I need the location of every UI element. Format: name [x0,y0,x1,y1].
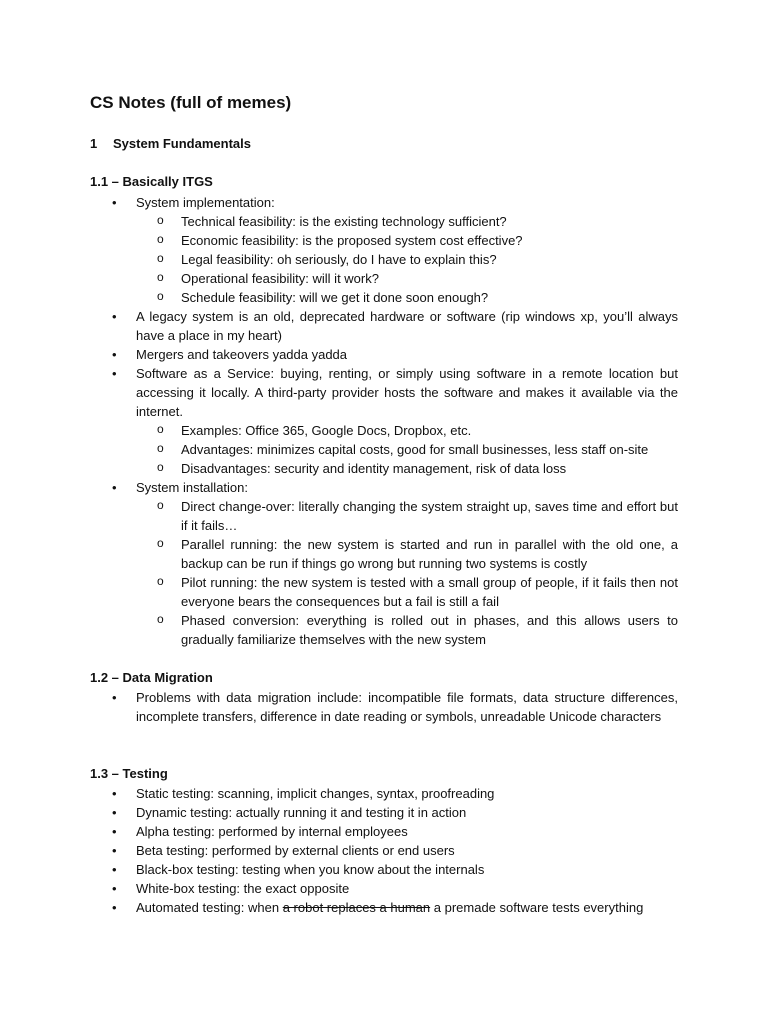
subsection-1-1-list [90,193,678,649]
hollow-bullet-icon: o [157,251,164,265]
hollow-bullet-icon: o [157,460,164,474]
list-item: • A legacy system is an old, deprecated hardware or software (rip windows xp, you’ll always have a place in my heart) [112,309,678,343]
bullet-icon: • [112,480,117,495]
bullet-icon: • [112,843,117,858]
list-item: • Software as a Service: buying, renting, or simply using software in a remote location but accessing it locally. A third-party provider hosts the software and makes it available via the internet. [112,366,678,419]
hollow-bullet-icon: o [157,213,164,227]
list-item: o Legal feasibility: oh seriously, do I have to explain this? [157,251,497,267]
bullet-icon: • [112,900,117,915]
list-item: o Operational feasibility: will it work? [157,270,379,286]
list-item: • Automated testing: when a robot replaces a human a premade software tests everything [112,900,644,915]
subsection-1-2-list [90,688,678,726]
hollow-bullet-icon: o [157,536,164,550]
list-item: • Black-box testing: testing when you know about the internals [112,862,485,877]
list-item: o Schedule feasibility: will we get it done soon enough? [157,289,489,305]
list-item: • Problems with data migration include: incompatible file formats, data structure differences, incomplete transfers, difference in date reading or symbols, unreadable Unicode characters [112,690,678,724]
bullet-icon: • [112,805,117,820]
list-item: o Economic feasibility: is the proposed system cost effective? [157,232,523,248]
bullet-icon: • [112,881,117,896]
bullet-icon: • [112,862,117,877]
list-item: o Parallel running: the new system is started and run in parallel with the old one, a backup can be run if things go wrong but running two systems is costly [157,536,678,571]
hollow-bullet-icon: o [157,498,164,512]
section-heading-1 [90,136,251,151]
list-item: • Static testing: scanning, implicit changes, syntax, proofreading [112,786,495,801]
document-title: CS Notes (full of memes) [90,93,292,112]
list-item: • Beta testing: performed by external clients or end users [112,843,455,858]
list-item: • White-box testing: the exact opposite [112,881,350,896]
section-label: System Fundamentals [113,136,251,151]
list-item: o Advantages: minimizes capital costs, good for small businesses, less staff on-site [157,441,649,457]
list-item: o Direct change-over: literally changing the system straight up, saves time and effort but if it fails… [157,498,678,533]
hollow-bullet-icon: o [157,574,164,588]
struck-text: a robot replaces a human [282,900,431,915]
hollow-bullet-icon: o [157,232,164,246]
bullet-icon: • [112,690,117,705]
list-item: • System implementation: [112,195,275,210]
list-item: • Alpha testing: performed by internal employees [112,824,408,839]
bullet-icon: • [112,786,117,801]
hollow-bullet-icon: o [157,270,164,284]
subsection-1-3-list [90,784,678,917]
list-item: o Phased conversion: everything is rolled out in phases, and this allows users to gradually familiarize themselves with the new system [157,612,678,647]
bullet-icon: • [112,824,117,839]
list-item: o Disadvantages: security and identity management, risk of data loss [157,460,567,476]
subsection-heading-1-2: 1.2 – Data Migration [90,670,213,685]
subsection-heading-1-3: 1.3 – Testing [90,766,168,781]
bullet-icon: • [112,309,117,324]
list-item: • Mergers and takeovers yadda yadda [112,347,348,362]
list-item: o Technical feasibility: is the existing technology sufficient? [157,213,507,229]
bullet-icon: • [112,195,117,210]
list-item: • Dynamic testing: actually running it and testing it in action [112,805,467,820]
hollow-bullet-icon: o [157,612,164,626]
list-item: o Pilot running: the new system is tested with a small group of people, if it fails then not everyone bears the consequences but a fail is still a fail [157,574,678,609]
hollow-bullet-icon: o [157,422,164,436]
hollow-bullet-icon: o [157,441,164,455]
list-item: o Examples: Office 365, Google Docs, Dropbox, etc. [157,422,472,438]
section-number: 1 [90,136,98,151]
subsection-heading-1-1: 1.1 – Basically ITGS [90,174,213,189]
bullet-icon: • [112,366,117,381]
bullet-icon: • [112,347,117,362]
list-item: • System installation: [112,480,248,495]
hollow-bullet-icon: o [157,289,164,303]
